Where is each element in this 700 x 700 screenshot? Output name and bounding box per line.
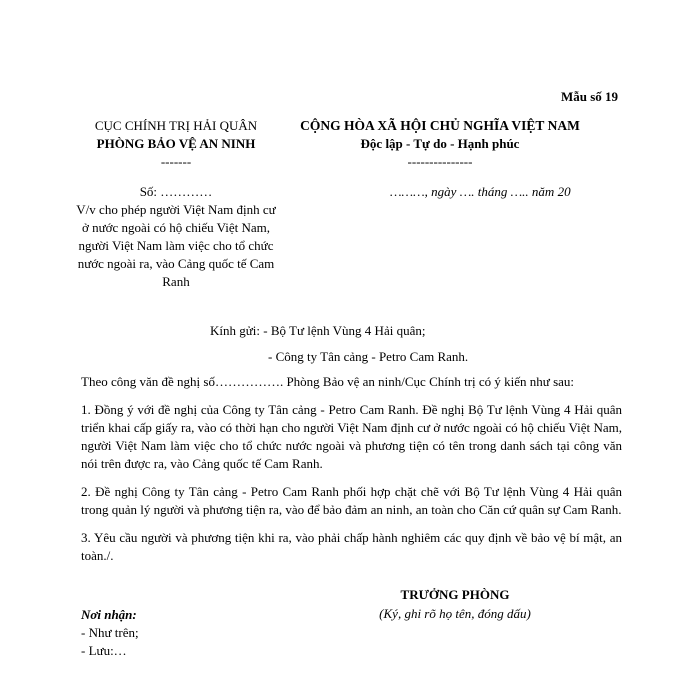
document-subject: V/v cho phép người Việt Nam định cư ở nước ngoài có hộ chiếu Việt Nam, người Việt Nam làm việc cho tổ chức nước ngoài ra, vào Cảng quốc tế Cam Ranh (76, 202, 276, 289)
signature-title: TRƯỞNG PHÒNG (400, 587, 510, 602)
receivers (81, 606, 139, 660)
date-line: ………, ngày …. tháng ….. năm 20 (390, 184, 571, 199)
signature-note: (Ký, ghi rõ họ tên, đóng dấu) (379, 606, 531, 621)
left-divider: ------- (160, 154, 192, 169)
document-number: Số: ………… (139, 184, 213, 199)
body-paragraph-2: 2. Đề nghị Công ty Tân cảng - Petro Cam Ranh phối hợp chặt chẽ với Bộ Tư lệnh Vùng 4 Hải quân trong quản lý người và phương tiện ra, vào để bảo đảm an ninh, an toàn cho Căn cứ quân sự Cam Ranh. (81, 484, 622, 517)
recipient-line-2: - Công ty Tân cảng - Petro Cam Ranh. (268, 349, 469, 364)
receiver-item-1: - Như trên; (81, 625, 139, 640)
form-number: Mẫu số 19 (560, 89, 618, 104)
left-header (66, 117, 286, 171)
right-header (270, 117, 610, 171)
receiver-item-2: - Lưu:… (81, 643, 127, 658)
motto: Độc lập - Tự do - Hạnh phúc (360, 136, 520, 151)
body-paragraph-3: 3. Yêu cầu người và phương tiện khi ra, vào phải chấp hành nghiêm các quy định về bảo vệ bí mật, an toàn./. (81, 530, 622, 563)
agency-name: CỤC CHÍNH TRỊ HẢI QUÂN (94, 118, 258, 133)
body-intro: Theo công văn đề nghị số……………. Phòng Bảo vệ an ninh/Cục Chính trị có ý kiến như sau: (81, 374, 575, 389)
nation-title: CỘNG HÒA XÃ HỘI CHỦ NGHĨA VIỆT NAM (300, 118, 580, 133)
body-paragraph-1: 1. Đồng ý với đề nghị của Công ty Tân cảng - Petro Cam Ranh. Đề nghị Bộ Tư lệnh Vùng 4 Hải quân triển khai cấp giấy ra, vào có thời hạn cho người Việt Nam định cư ở nước ngoài có hộ chiếu Việt Nam, người Việt Nam làm việc cho tổ chức nước ngoài và phương tiện có tên trong danh sách tại công văn nói trên được ra, vào Cảng quốc tế Cam Ranh. (81, 402, 622, 471)
department-name: PHÒNG BẢO VỆ AN NINH (96, 136, 256, 151)
receivers-label: Nơi nhận: (81, 607, 137, 622)
recipient-line-1: Kính gửi: - Bộ Tư lệnh Vùng 4 Hải quân; (210, 323, 426, 338)
recipients (210, 318, 468, 370)
document-body (81, 373, 622, 575)
right-divider: --------------- (407, 154, 473, 169)
